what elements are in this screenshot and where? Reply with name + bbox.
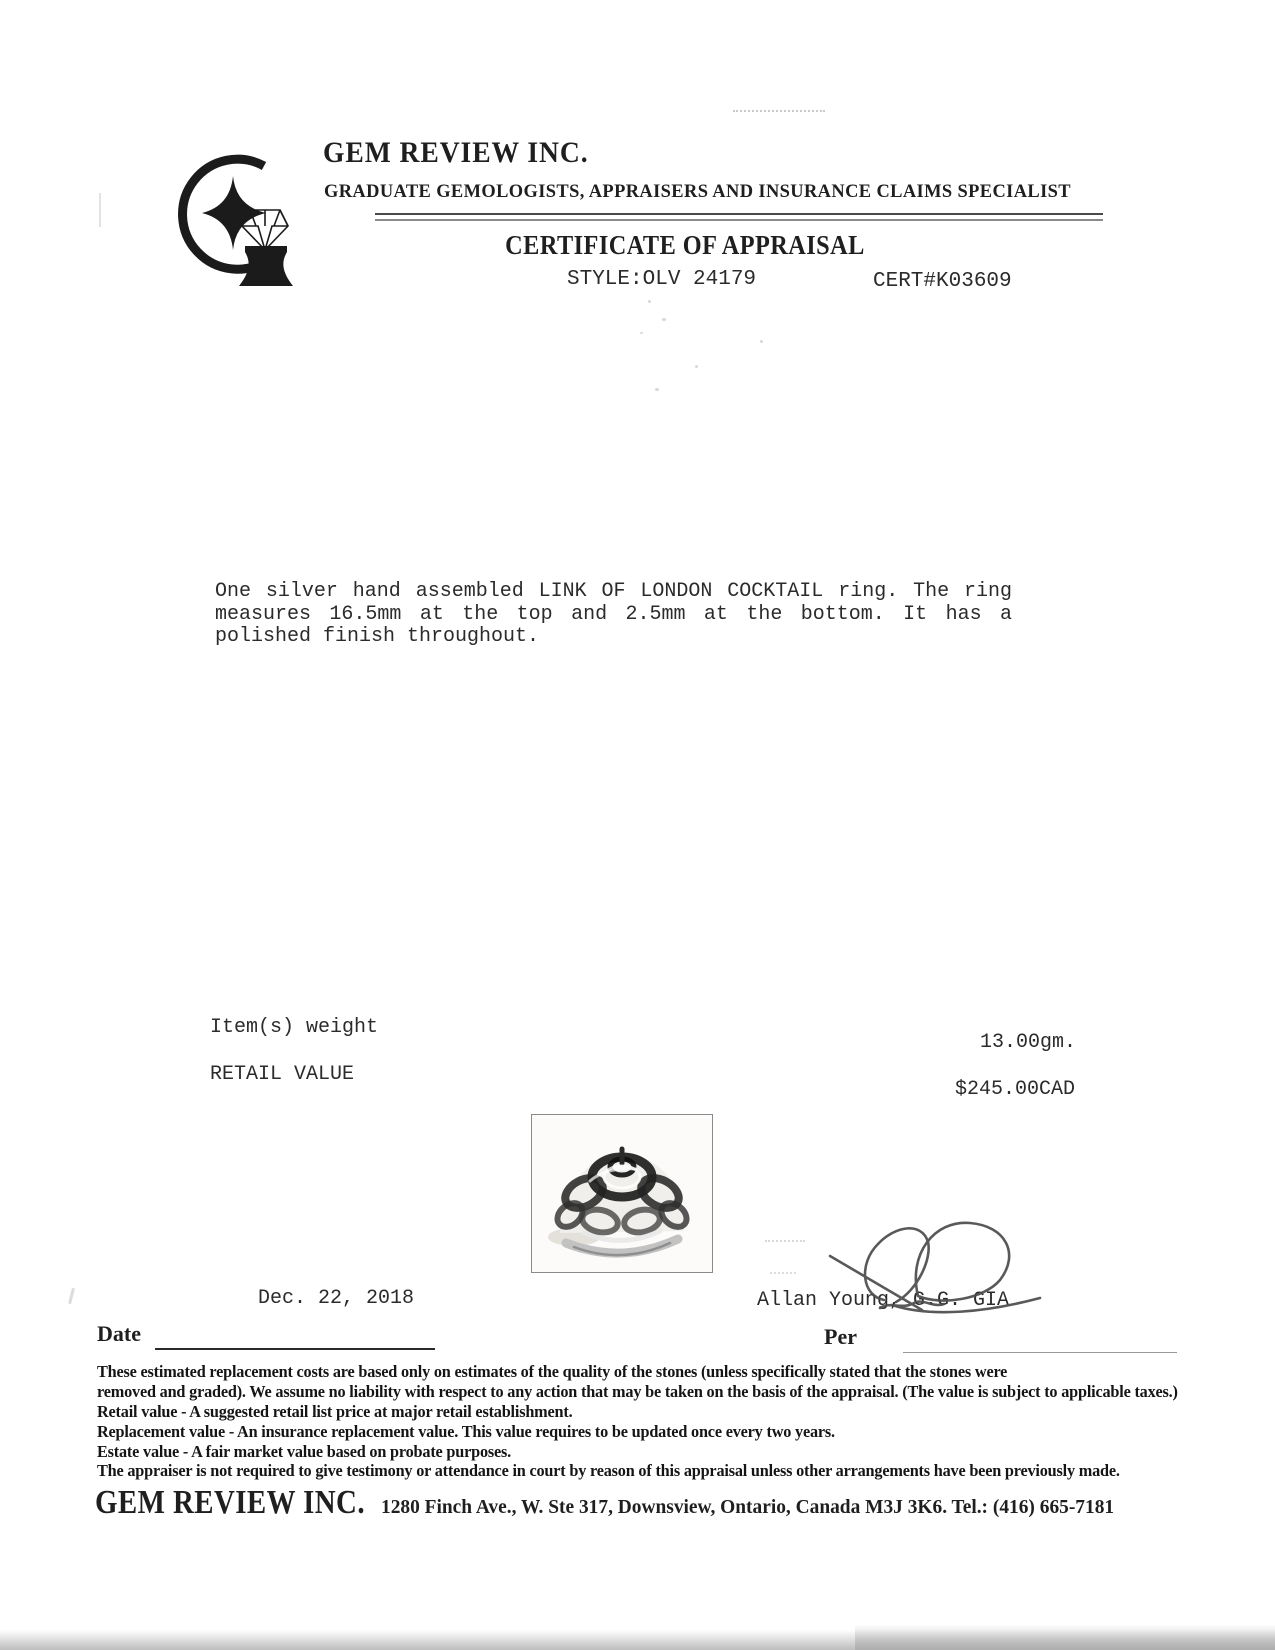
retail-value-label: RETAIL VALUE (210, 1063, 355, 1086)
scan-speck (640, 332, 643, 334)
scan-smudge (770, 1272, 796, 1279)
per-label: Per (824, 1324, 857, 1349)
date-label: Date (97, 1321, 141, 1346)
scan-smudge (765, 1240, 805, 1247)
scan-speck (648, 300, 651, 303)
appraiser-name: Allan Young, G.G. GIA (757, 1289, 1010, 1312)
gem-review-logo-icon (160, 140, 300, 290)
certificate-number: CERT#K03609 (873, 270, 1012, 293)
date-signature-line (155, 1348, 435, 1350)
item-description (215, 581, 1012, 649)
disclaimer-line: Replacement value - An insurance replacement value. This value requires to be updated once every two years. (97, 1421, 835, 1441)
footer-company-name: GEM REVIEW INC. (95, 1484, 365, 1521)
description-line: One silver hand assembled LINK OF LONDON COCKTAIL ring. The ring (215, 580, 1012, 603)
disclaimer-block (97, 1362, 1237, 1481)
weight-label: Item(s) weight (210, 1016, 379, 1039)
disclaimer-line: The appraiser is not required to give testimony or attendance in court by reason of this appraisal unless other arrangements have been previously made. (97, 1461, 1120, 1481)
weight-value: 13.00gm. (980, 1031, 1077, 1054)
scan-speck (662, 318, 666, 321)
footer (95, 1484, 1136, 1522)
description-line: polished finish throughout. (215, 625, 540, 648)
disclaimer-line: removed and graded). We assume no liability with respect to any action that may be taken on the basis of the appraisal. (The value is subject to applicable taxes.) (97, 1381, 1178, 1401)
scan-speck (655, 388, 659, 391)
ring-photo (531, 1114, 713, 1273)
style-number: STYLE:OLV 24179 (567, 268, 757, 291)
retail-value-amount: $245.00CAD (955, 1078, 1076, 1101)
description-line: measures 16.5mm at the top and 2.5mm at the bottom. It has a (215, 602, 1012, 626)
header-divider (375, 213, 1103, 221)
appraisal-date: Dec. 22, 2018 (258, 1287, 415, 1310)
scan-edge-mark (99, 193, 101, 227)
footer-address: 1280 Finch Ave., W. Ste 317, Downsview, Ontario, Canada M3J 3K6. Tel.: (416) 665-7181 (380, 1496, 1114, 1518)
scan-edge-mark (68, 1288, 75, 1304)
company-name: GEM REVIEW INC. (323, 136, 589, 169)
company-tagline: GRADUATE GEMOLOGISTS, APPRAISERS AND INSURANCE CLAIMS SPECIALIST (324, 181, 1071, 202)
disclaimer-line: These estimated replacement costs are based only on estimates of the quality of the stones (unless specifically stated that the stones were (97, 1362, 1008, 1381)
ring-photo-image (532, 1115, 710, 1270)
disclaimer-line: Retail value - A suggested retail list price at major retail establishment. (97, 1401, 573, 1421)
certificate-title: CERTIFICATE OF APPRAISAL (505, 230, 865, 260)
scan-bottom-shadow (855, 1624, 1275, 1650)
disclaimer-line: Estate value - A fair market value based on probate purposes. (97, 1441, 512, 1461)
scan-smudge (733, 110, 825, 118)
scan-speck (695, 365, 698, 368)
signature-scribble-icon (822, 1208, 1052, 1318)
per-signature-line (903, 1352, 1177, 1353)
scan-speck (760, 340, 763, 343)
